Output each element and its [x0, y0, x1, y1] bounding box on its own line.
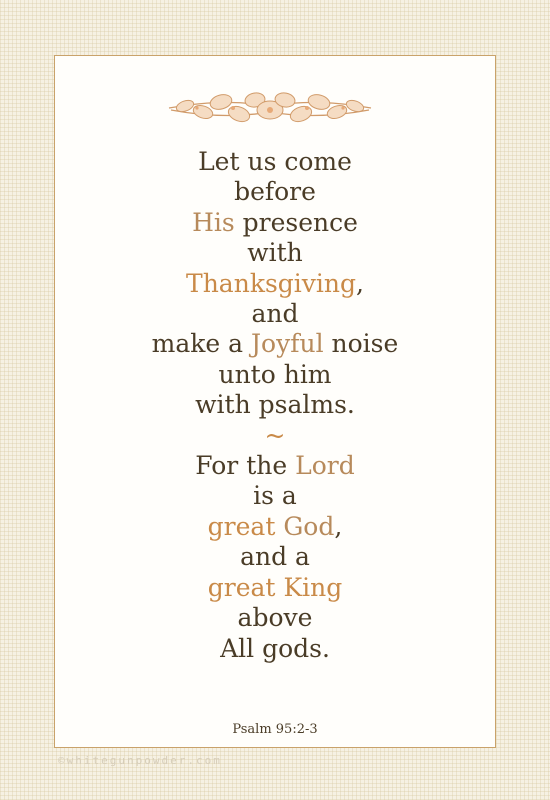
site-watermark: ©whitegunpowder.com [58, 754, 222, 767]
highlight-word: great [207, 511, 284, 541]
highlight-word: Joyful [251, 329, 324, 359]
verse-line: and [251, 299, 299, 329]
verse-line: with [247, 238, 303, 268]
verse-line: For the Lord [195, 451, 355, 481]
verse-line: and a [240, 542, 310, 572]
verse-line: with psalms. [195, 390, 355, 420]
scripture-card [54, 55, 496, 748]
verse-line: Thanksgiving, [186, 268, 364, 298]
verse-line: great God, [207, 511, 343, 541]
verse-line [55, 573, 495, 603]
highlight-word: God [283, 511, 335, 541]
highlight-word: Thanksgiving [186, 268, 357, 298]
verse-line: before [234, 177, 316, 207]
verse-line: make a Joyful noise [151, 329, 399, 359]
verse-line: is a [253, 481, 297, 511]
highlight-word: great [207, 572, 284, 602]
verse-line: Let us come [198, 147, 352, 176]
leaf-garland-ornament [163, 88, 377, 128]
verse-line: His presence [192, 207, 358, 237]
tilde-separator: ~ [264, 420, 286, 450]
highlight-word: His [192, 207, 235, 237]
verse-line: All gods. [220, 633, 330, 663]
scripture-reference: Psalm 95:2-3 [232, 722, 318, 737]
highlight-word: King [283, 572, 343, 602]
highlight-word: Lord [295, 451, 355, 481]
verse-line: above [237, 603, 313, 633]
verse-line: unto him [218, 359, 332, 389]
verse-text [55, 147, 495, 664]
